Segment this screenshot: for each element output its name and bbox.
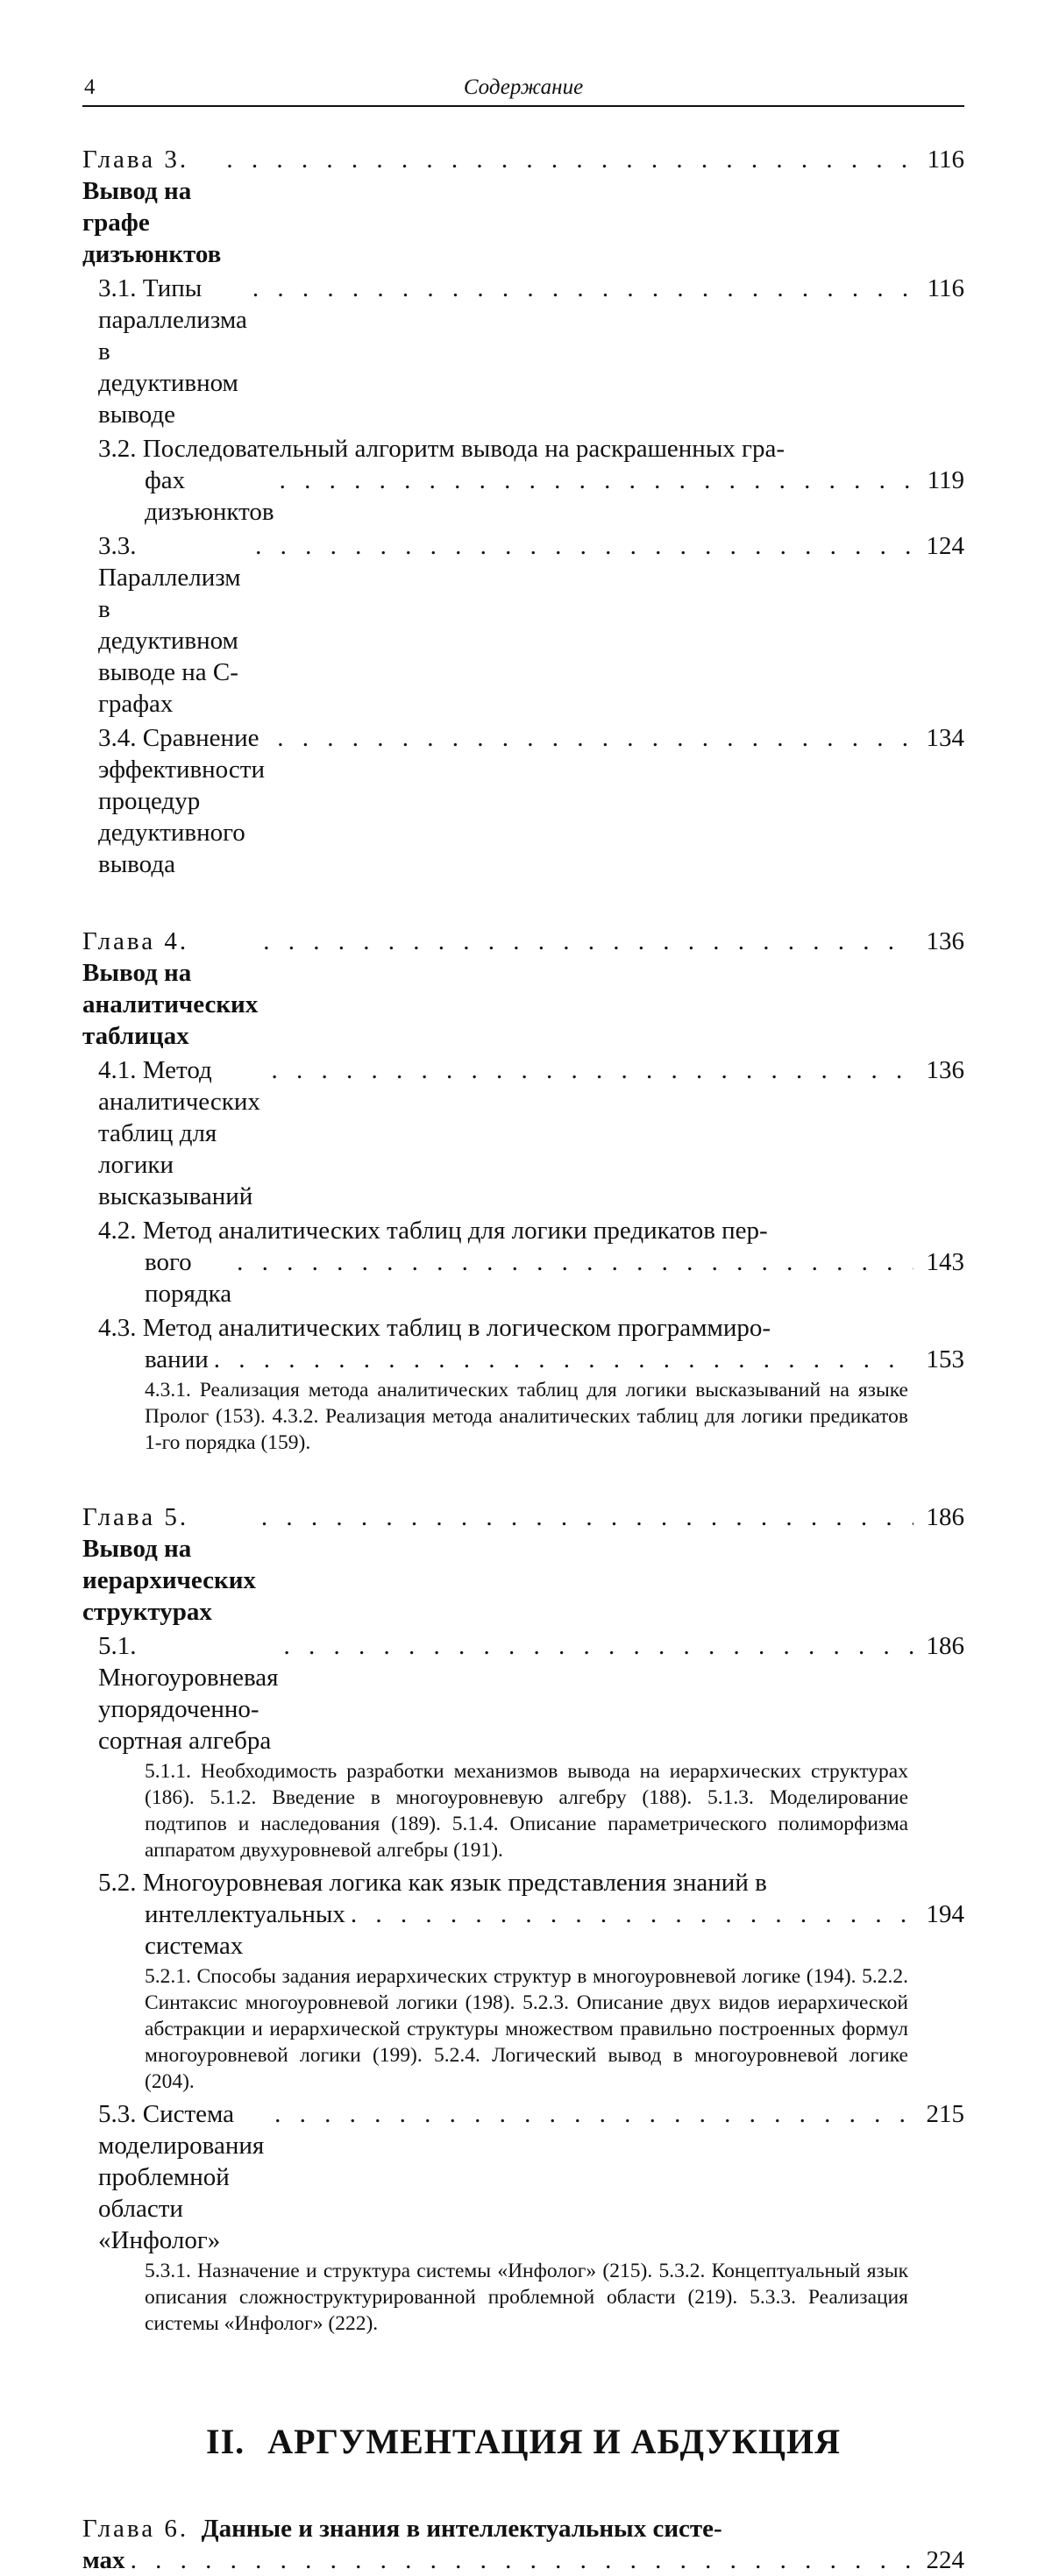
toc-entry-4-3[interactable]: [98, 1312, 964, 1375]
dot-leader: [351, 1898, 913, 1930]
section-number: 4.1.: [98, 1056, 137, 1084]
section-title-line2: фах дизъюнктов: [145, 465, 274, 528]
chapter-page: 116: [920, 144, 964, 175]
chapter-page: 136: [920, 926, 964, 957]
toc-entry-5-2[interactable]: [98, 1867, 964, 1962]
part-number: II.: [206, 2422, 245, 2461]
section-number: 3.4.: [98, 724, 137, 752]
chapter-heading[interactable]: [82, 1501, 964, 1628]
chapter-5: [82, 1501, 964, 2337]
dot-leader: [237, 1246, 913, 1278]
dot-leader: [274, 2098, 913, 2130]
dot-leader: [255, 530, 913, 562]
section-number: 3.2.: [98, 435, 137, 463]
dot-leader: [277, 722, 913, 754]
subsection-list: 4.3.1. Реализация метода аналитических таблиц для логики высказываний на языке Пролог (153). 4.3.2. Реализация метода аналитических таблиц для логики предикатов 1-го порядка (159).: [145, 1377, 908, 1456]
toc-entry-3-2[interactable]: [98, 433, 964, 528]
toc-entry-5-1[interactable]: [98, 1630, 964, 1756]
chapter-heading-line1[interactable]: [82, 2513, 964, 2544]
chapter-label: Глава 4.: [82, 927, 188, 955]
section-number: 4.3.: [98, 1314, 137, 1342]
part-heading: [82, 2421, 964, 2462]
section-title-line1: Метод аналитических таблиц в логическом программиро-: [143, 1314, 771, 1342]
section-title: Система моделирования проблемной области «Инфолог»: [98, 2100, 264, 2254]
section-page: 116: [920, 273, 964, 304]
chapter-label: Глава 3.: [82, 145, 188, 174]
section-number: 5.2.: [98, 1869, 137, 1897]
toc-entry-4-2[interactable]: [98, 1215, 964, 1309]
section-title-line1: Многоуровневая логика как язык представления знаний в: [143, 1869, 767, 1897]
section-page: 136: [920, 1054, 964, 1086]
dot-leader: [131, 2544, 913, 2576]
dot-leader: [263, 926, 913, 957]
toc-page: [82, 75, 964, 2576]
dot-leader: [252, 273, 913, 304]
chapter-title: Вывод на графе дизъюнктов: [82, 177, 221, 268]
subsection-list: 5.1.1. Необходимость разработки механизмов вывода на иерархических структурах (186). 5.1.2. Введение в многоуровневую алгебру (188). 5.1.3. Моделирование подтипов и наследования (189). 5.1.4. Описание параметрического полиморфизма аппаратом двухуровневой алгебры (191).: [145, 1758, 908, 1863]
chapter-6: [82, 2513, 964, 2576]
section-title: Метод аналитических таблиц для логики высказываний: [98, 1056, 260, 1210]
chapter-page: 224: [920, 2544, 964, 2576]
section-title-line2: вого порядка: [145, 1246, 231, 1309]
chapter-heading[interactable]: [82, 144, 964, 270]
chapter-4: [82, 926, 964, 1456]
chapter-title: Вывод на иерархических структурах: [82, 1535, 256, 1626]
section-title: Сравнение эффективности процедур дедуктивного вывода: [98, 724, 265, 878]
section-page: 119: [920, 465, 964, 496]
section-page: 134: [920, 722, 964, 754]
part-title: АРГУМЕНТАЦИЯ И АБДУКЦИЯ: [267, 2422, 841, 2461]
running-header: [82, 75, 964, 107]
section-title: Параллелизм в дедуктивном выводе на С-графах: [98, 564, 241, 718]
section-page: 186: [920, 1630, 964, 1662]
section-title-line2: интеллектуальных системах: [145, 1898, 345, 1962]
subsection-list: 5.2.1. Способы задания иерархических структур в многоуровневой логике (194). 5.2.2. Синтаксис многоуровневой логики (198). 5.2.3. Описание двух видов иерархической абстракции и иерархической структуры множеством правильно построенных формул многоуровневой логики (199). 5.2.4. Логический вывод в многоуровневой логике (204).: [145, 1963, 908, 2095]
section-title-line1: Последовательный алгоритм вывода на раскрашенных гра-: [143, 435, 785, 463]
dot-leader: [261, 1501, 913, 1533]
chapter-heading-line2[interactable]: [82, 2544, 964, 2576]
chapter-title: Вывод на аналитических таблицах: [82, 959, 258, 1050]
toc-entry-3-1[interactable]: [98, 273, 964, 430]
dot-leader: [271, 1054, 913, 1086]
toc-entry-3-3[interactable]: [98, 530, 964, 720]
section-number: 5.1.: [98, 1632, 137, 1660]
chapter-title-line1: Данные и знания в интеллектуальных систе-: [202, 2515, 722, 2543]
dot-leader: [214, 1344, 913, 1375]
section-title: Типы параллелизма в дедуктивном выводе: [98, 274, 247, 429]
section-title: Многоуровневая упорядоченно-сортная алгебра: [98, 1664, 278, 1755]
section-number: 3.1.: [98, 274, 137, 302]
section-number: 5.3.: [98, 2100, 137, 2128]
chapter-heading[interactable]: [82, 926, 964, 1052]
chapter-title-line2: мах: [82, 2544, 125, 2576]
chapter-label: Глава 5.: [82, 1503, 188, 1531]
section-number: 4.2.: [98, 1217, 137, 1245]
chapter-3: [82, 144, 964, 880]
section-page: 194: [920, 1898, 964, 1930]
dot-leader: [283, 1630, 913, 1662]
toc-entry-3-4[interactable]: [98, 722, 964, 880]
subsection-list: 5.3.1. Назначение и структура системы «Инфолог» (215). 5.3.2. Концептуальный язык описания сложноструктурированной проблемной области (219). 5.3.3. Реализация системы «Инфолог» (222).: [145, 2258, 908, 2337]
section-page: 124: [920, 530, 964, 562]
running-title: Содержание: [82, 75, 964, 100]
dot-leader: [226, 144, 913, 175]
section-title-line2: вании: [145, 1344, 209, 1375]
section-title-line1: Метод аналитических таблиц для логики предикатов пер-: [143, 1217, 768, 1245]
chapter-page: 186: [920, 1501, 964, 1533]
section-page: 143: [920, 1246, 964, 1278]
section-page: 153: [920, 1344, 964, 1375]
section-page: 215: [920, 2098, 964, 2130]
toc-entry-5-3[interactable]: [98, 2098, 964, 2256]
section-number: 3.3.: [98, 532, 137, 560]
chapter-label: Глава 6.: [82, 2515, 188, 2543]
toc-entry-4-1[interactable]: [98, 1054, 964, 1212]
dot-leader: [280, 465, 913, 496]
page-number: 4: [84, 75, 96, 100]
